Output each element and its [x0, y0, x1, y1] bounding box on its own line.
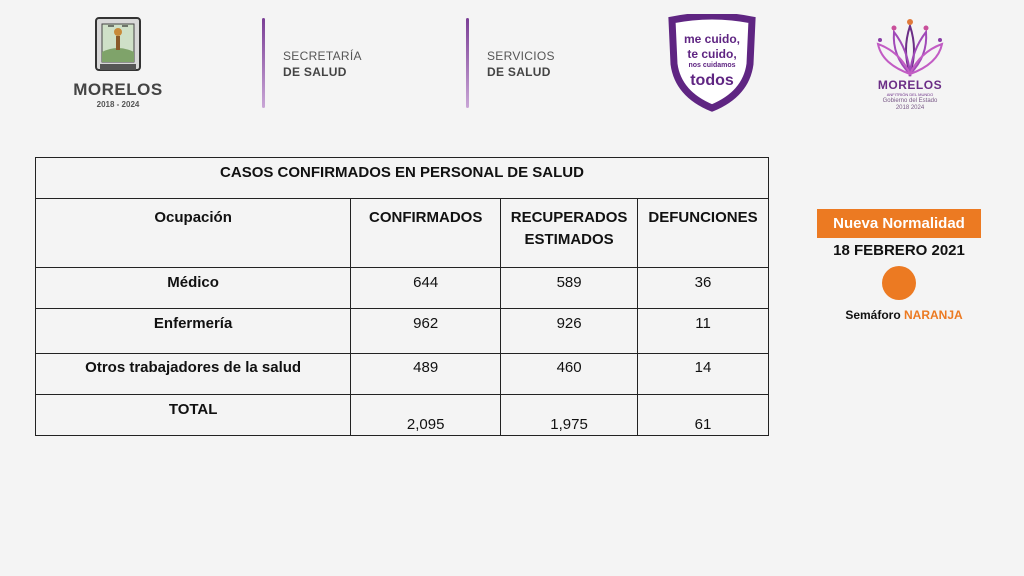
morelos-years: 2018 - 2024: [96, 100, 140, 109]
secretaria-de-salud-label: [283, 48, 362, 80]
cell-recuperados: 926: [501, 309, 638, 354]
column-header: Ocupación: [36, 199, 351, 268]
cell-confirmados: 962: [351, 309, 501, 354]
lotus-logo-sub: [862, 98, 958, 112]
column-header: [501, 199, 638, 268]
morelos-logo-text: MORELOS: [73, 80, 163, 99]
semaforo-color: NARANJA: [904, 308, 963, 322]
divider: [262, 18, 265, 108]
table-row: [36, 309, 769, 354]
header: [0, 0, 1024, 120]
lotus-logo-icon: [872, 16, 948, 78]
campaign-line3: nos cuidamos: [688, 62, 736, 69]
cell-defunciones: 61: [638, 395, 769, 436]
nueva-normalidad-badge: Nueva Normalidad: [817, 209, 981, 238]
row-label: Enfermería: [36, 309, 351, 354]
cell-defunciones: 14: [638, 354, 769, 395]
report-date: 18 FEBRERO 2021: [833, 242, 965, 259]
lotus-logo-text: MORELOS: [877, 78, 943, 92]
servicios-line2: DE SALUD: [487, 65, 551, 79]
secretaria-line1: SECRETARÍA: [283, 49, 362, 63]
campaign-line2: te cuido,: [687, 47, 737, 61]
row-label: Médico: [36, 268, 351, 309]
lotus-sub1: Gobierno del Estado: [882, 98, 938, 104]
cell-confirmados: 644: [351, 268, 501, 309]
divider: [466, 18, 469, 108]
semaforo-label: Semáforo: [845, 308, 901, 322]
cell-recuperados: 589: [501, 268, 638, 309]
table-total-row: [36, 395, 769, 436]
cases-table: [35, 157, 769, 436]
column-header-text: RECUPERADOS ESTIMADOS: [510, 209, 628, 248]
traffic-light-dot-icon: [882, 266, 916, 300]
cell-defunciones: 36: [638, 268, 769, 309]
column-header: DEFUNCIONES: [638, 199, 769, 268]
coat-of-arms-icon: [94, 16, 142, 76]
table-row: [36, 354, 769, 395]
semaforo-status: [812, 308, 996, 322]
column-header: CONFIRMADOS: [351, 199, 501, 268]
campaign-line1: me cuido,: [683, 32, 740, 46]
secretaria-line2: DE SALUD: [283, 65, 347, 79]
table-title: CASOS CONFIRMADOS EN PERSONAL DE SALUD: [36, 158, 769, 199]
campaign-logo: [668, 14, 756, 112]
table-title-row: [36, 158, 769, 199]
campaign-line4: todos: [690, 72, 734, 89]
cell-recuperados: 1,975: [501, 395, 638, 436]
table-row: [36, 268, 769, 309]
servicios-de-salud-label: [487, 48, 555, 80]
lotus-sub2: 2018 2024: [895, 105, 925, 111]
cell-confirmados: 2,095: [351, 395, 501, 436]
cell-confirmados: 489: [351, 354, 501, 395]
row-label: TOTAL: [36, 395, 351, 436]
table-header-row: [36, 199, 769, 268]
servicios-line1: SERVICIOS: [487, 49, 555, 63]
lotus-logo-tagline: ANFITRIÓN DEL MUNDO: [886, 92, 934, 97]
cell-recuperados: 460: [501, 354, 638, 395]
row-label: Otros trabajadores de la salud: [36, 354, 351, 395]
cell-defunciones: 11: [638, 309, 769, 354]
